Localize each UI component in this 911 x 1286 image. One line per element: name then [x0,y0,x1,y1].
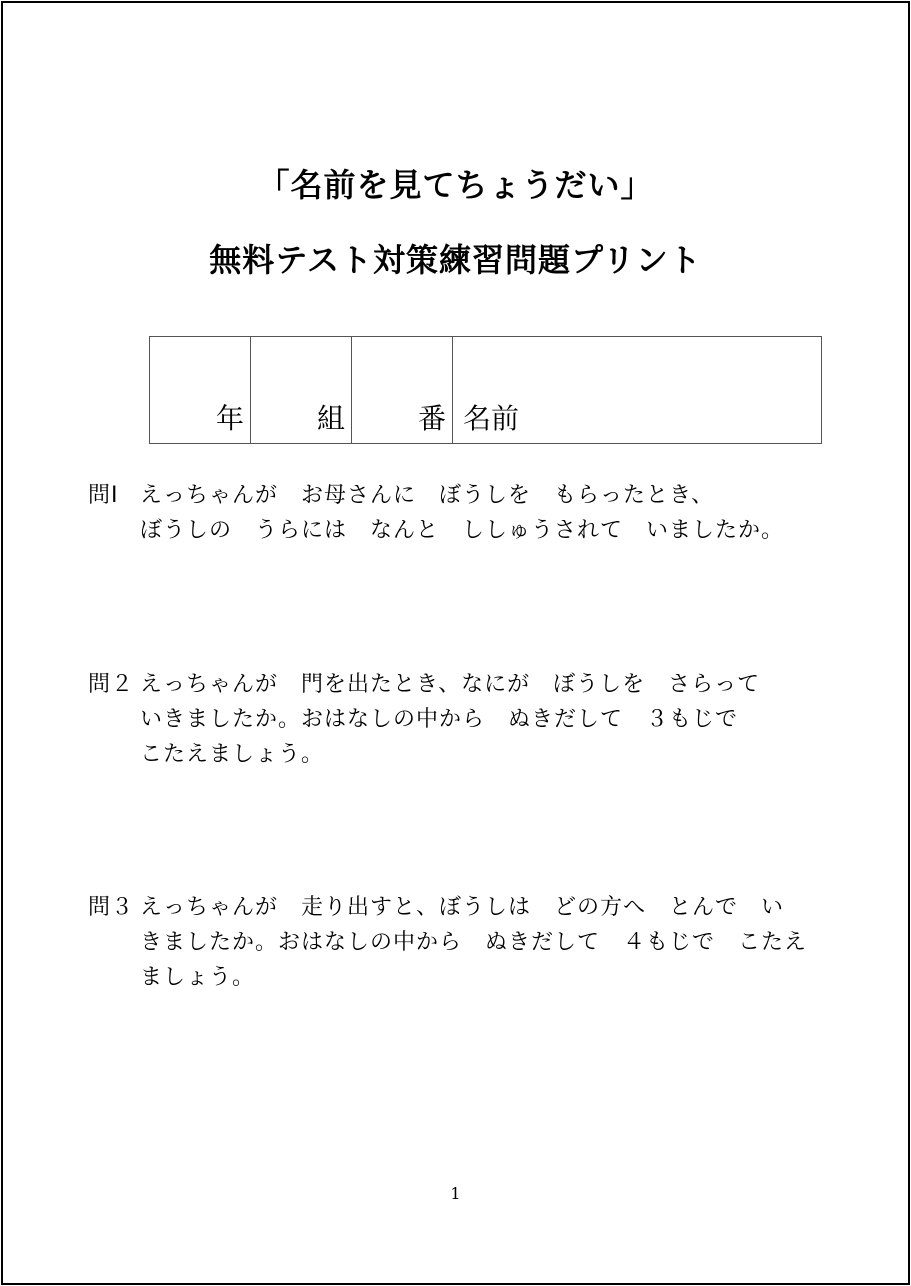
question-text: ましょう。 [140,965,256,990]
worksheet-subtitle: 無料テスト対策練習問題プリント [209,241,702,279]
question-line [88,890,828,925]
number-field[interactable] [352,337,453,444]
question-1 [88,478,828,548]
worksheet-title: 「名前を見てちょうだい」 [257,166,654,204]
name-field[interactable] [453,337,822,444]
student-info-table [149,336,822,444]
question-label: 問３ [88,895,135,920]
question-text: こたえましょう。 [140,742,325,767]
question-text: ぼうしの うらには なんと ししゅうされて いましたか。 [140,518,785,543]
question-text: きましたか。おはなしの中から ぬきだして ４もじで こたえ [140,930,808,955]
year-field[interactable] [150,337,251,444]
question-text: えっちゃんが 門を出たとき、なにが ぼうしを さらって [140,672,761,697]
question-line [88,478,828,513]
question-label: 問２ [88,672,135,697]
year-label: 年 [215,402,244,435]
question-text: えっちゃんが お母さんに ぼうしを もらったとき、 [140,483,715,508]
question-text: えっちゃんが 走り出すと、ぼうしは どの方へ とんで い [140,895,785,920]
page-number: 1 [450,1184,461,1203]
question-text: いきましたか。おはなしの中から ぬきだして ３もじで [140,707,739,732]
question-3 [88,890,828,995]
number-label: 番 [417,402,446,435]
class-field[interactable] [251,337,352,444]
name-label: 名前 [463,402,520,435]
question-label: 問Ⅰ [88,483,119,508]
class-label: 組 [316,402,345,435]
question-2 [88,667,828,772]
question-line [88,667,828,702]
